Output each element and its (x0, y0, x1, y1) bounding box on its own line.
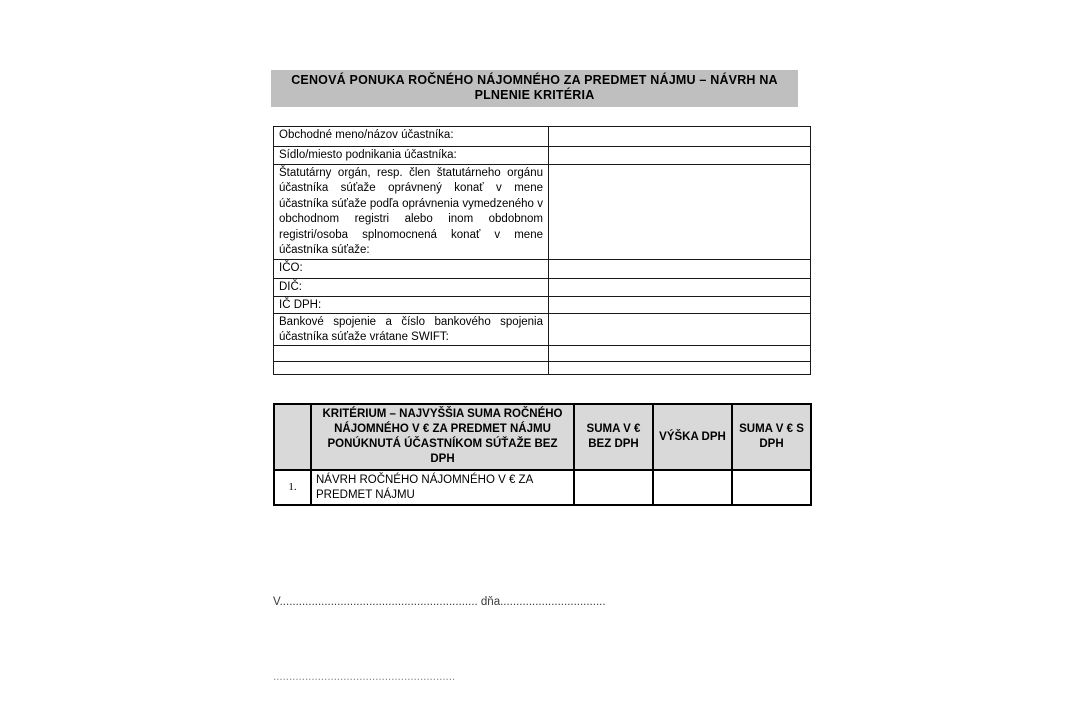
place-and-date-line: V.............................................................. dňa................................. (273, 596, 606, 608)
field-value-registered-office (549, 147, 811, 165)
table-row (274, 260, 811, 279)
field-label-empty-1 (274, 346, 549, 362)
field-label-ico: IČO: (274, 260, 549, 279)
document-title: CENOVÁ PONUKA ROČNÉHO NÁJOMNÉHO ZA PREDMET NÁJMU – NÁVRH NA PLNENIE KRITÉRIA (271, 70, 798, 107)
row-sum-excl-vat-cell (574, 470, 653, 505)
field-label-ic-dph: IČ DPH: (274, 296, 549, 314)
table-row (274, 147, 811, 165)
field-label-bank-details: Bankové spojenie a číslo bankového spojenia účastníka súťaže vrátane SWIFT: (274, 314, 549, 346)
header-vat-amount: VÝŠKA DPH (653, 404, 732, 470)
field-value-statutory-body (549, 165, 811, 260)
table-row (274, 127, 811, 147)
table-row (274, 279, 811, 297)
field-label-empty-2 (274, 362, 549, 375)
field-value-bank-details (549, 314, 811, 346)
header-sum-incl-vat: SUMA V € S DPH (732, 404, 811, 470)
table-row (274, 165, 811, 260)
criteria-table (273, 403, 812, 506)
field-value-business-name (549, 127, 811, 147)
table-row (274, 346, 811, 362)
participant-details-table (273, 126, 811, 375)
signature-line: ......................................................... (273, 671, 456, 683)
field-value-empty-1 (549, 346, 811, 362)
header-criterion: KRITÉRIUM – NAJVYŠŠIA SUMA ROČNÉHO NÁJOMNÉHO V € ZA PREDMET NÁJMU PONÚKNUTÁ ÚČASTNÍKOM SÚŤAŽE BEZ DPH (311, 404, 574, 470)
table-row (274, 296, 811, 314)
row-sum-incl-vat-cell (732, 470, 811, 505)
field-label-business-name: Obchodné meno/názov účastníka: (274, 127, 549, 147)
field-label-registered-office: Sídlo/miesto podnikania účastníka: (274, 147, 549, 165)
field-value-empty-2 (549, 362, 811, 375)
row-criterion: NÁVRH ROČNÉHO NÁJOMNÉHO V € ZA PREDMET NÁJMU (311, 470, 574, 505)
criteria-header-row (274, 404, 811, 470)
header-number-col (274, 404, 311, 470)
row-number: 1. (274, 470, 311, 505)
field-value-ico (549, 260, 811, 279)
field-label-dic: DIČ: (274, 279, 549, 297)
table-row (274, 314, 811, 346)
criteria-row-1 (274, 470, 811, 505)
field-value-dic (549, 279, 811, 297)
table-row (274, 362, 811, 375)
field-value-ic-dph (549, 296, 811, 314)
field-label-statutory-body: Štatutárny orgán, resp. člen štatutárneho orgánu účastníka súťaže oprávnený konať v mene účastníka súťaže podľa oprávnenia vymedzeného v obchodnom registri alebo inom obdobnom registri/osoba splnomocnená konať v mene účastníka súťaže: (274, 165, 549, 260)
row-vat-amount-cell (653, 470, 732, 505)
header-sum-excl-vat: SUMA V € BEZ DPH (574, 404, 653, 470)
